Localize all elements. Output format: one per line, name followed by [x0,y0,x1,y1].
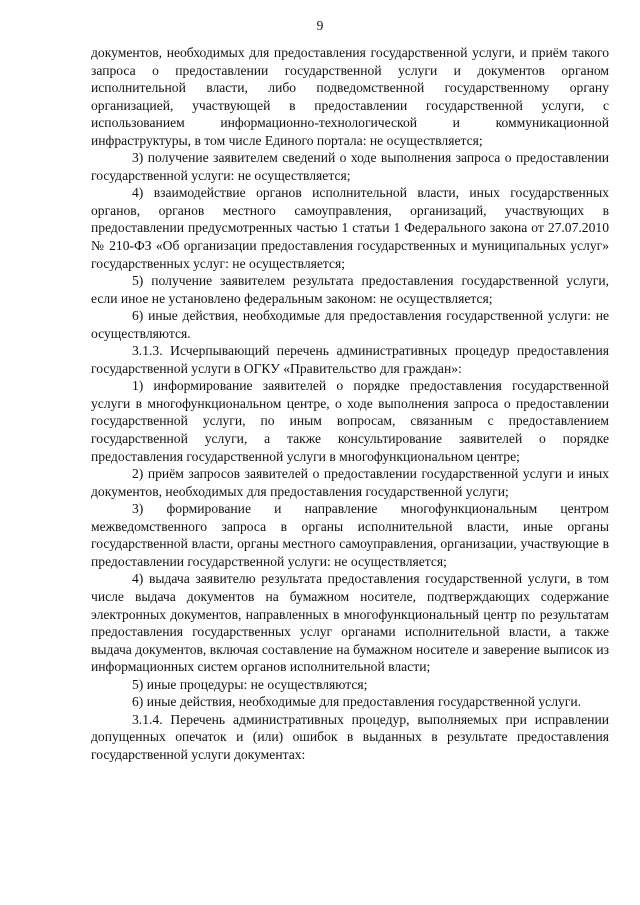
section-3-1-3-heading: 3.1.3. Исчерпывающий перечень административных процедур предоставления государственной услуги в ОГКУ «Правительство для граждан»: [91,343,609,376]
list-item-6-other-actions-2: 6) иные действия, необходимые для предоставления государственной услуги. [132,694,582,710]
list-item-4-issuance: 4) выдача заявителю результата предоставления государственной услуги, в том числе выдача документов на бумажном носителе, подтверждающих содержание электронных документов, направленных в многофункциональный центр по результатам предоставления государственных услуг органами исполнительной власти, а также выдача документов, включая составление на бумажном носителе и заверение выписок из информационных систем органов исполнительной власти; [91,571,609,675]
list-item-1-informing: 1) информирование заявителей о порядке предоставления государственной услуги в многофункциональном центре, о ходе выполнения запроса о предоставлении государственной услуги, по иным вопросам, связанным с предоставлением государственной услуги, а также консультирование заявителей о порядке предоставления государственной услуги в многофункциональном центре; [91,378,609,464]
list-item-3-interagency-request: 3) формирование и направление многофункциональным центром межведомственного запроса в органы исполнительной власти, иные органы государственной власти, органы местного самоуправления, организации, участвующие в предоставлении государственной услуги: не осуществляется; [91,501,609,569]
list-item-4-interaction: 4) взаимодействие органов исполнительной власти, иных государственных органов, органов местного самоуправления, организаций, участвующих в предоставлении предусмотренных частью 1 статьи 1 Федерального закона от 27.07.2010 № 210-ФЗ «Об организации предоставления государственных и муниципальных услуг» государственных услуг: не осуществляется; [91,185,609,271]
page-number: 9 [316,18,324,33]
list-item-6-other-actions: 6) иные действия, необходимые для предоставления государственной услуги: не осуществляются. [91,308,609,341]
list-item-5-other-procedures: 5) иные процедуры: не осуществляются; [132,676,368,692]
list-item-5-result: 5) получение заявителем результата предоставления государственной услуги, если иное не установлено федеральным законом: не осуществляется; [91,273,609,306]
paragraph-continuation: документов, необходимых для предоставления государственной услуги, и приём такого запроса о предоставлении государственной услуги и документов органом исполнительной власти, либо подведомственной государственному органу организацией, участвующей в предоставлении государственной услуги, с использованием информационно-технологической и коммуникационной инфраструктуры, в том числе Единого портала: не осуществляется; [91,45,609,148]
list-item-3-status-info: 3) получение заявителем сведений о ходе выполнения запроса о предоставлении государственной услуги: не осуществляется; [91,150,609,183]
section-3-1-4-heading: 3.1.4. Перечень административных процедур, выполняемых при исправлении допущенных опечаток и (или) ошибок в выданных в результате предоставления государственной услуги документах: [91,711,609,762]
document-body [91,44,609,763]
list-item-2-reception: 2) приём запросов заявителей о предоставлении государственной услуги и иных документов, необходимых для предоставления государственной услуги; [91,466,609,499]
